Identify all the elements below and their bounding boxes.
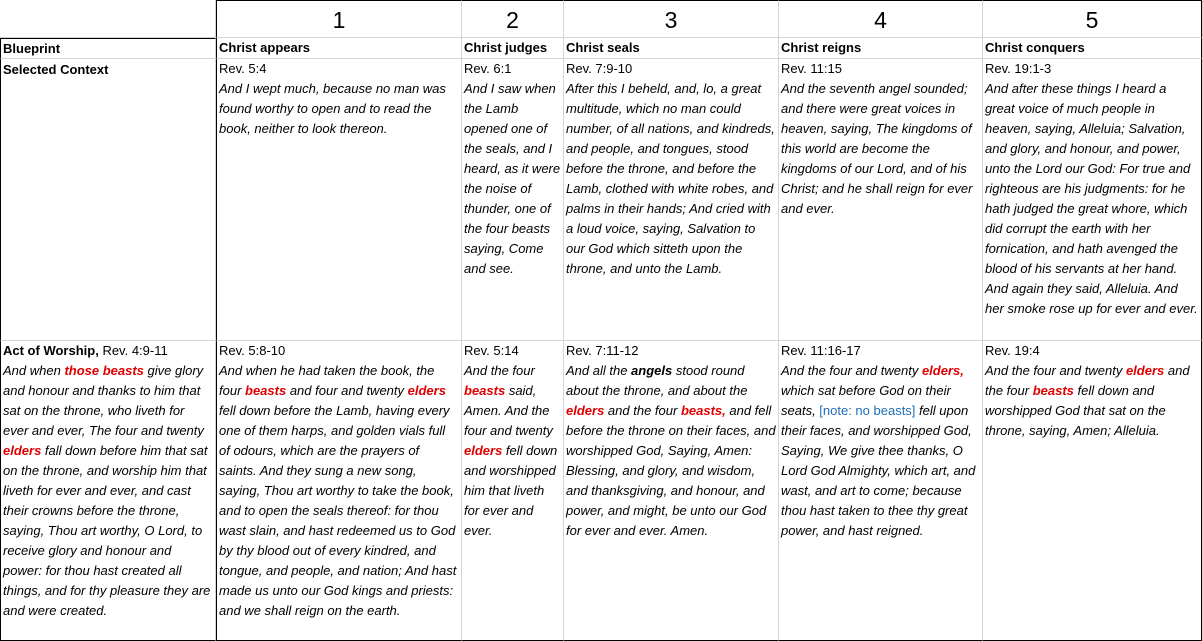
highlighted-keyword: elders, [921, 363, 964, 378]
verse-text: fell down before the Lamb, having every one of them harps, and golden vials full of odours, which are the prayers of saints. And they sung a new song, saying, Thou art worthy to take the book, and to open the seals thereof: for thou wast slain, and hast redeemed us to God by thy blood out of every kindred, and tongue, and people, and nation; And hast made us unto our God kings and priests: and we shall reign on the earth. [219, 403, 457, 618]
worship-text-2 [464, 361, 561, 541]
verse-text: fell down and worshipped him that liveth for ever and ever. [464, 443, 558, 538]
highlighted-keyword: beasts, [680, 403, 726, 418]
worship-cell-1 [216, 341, 462, 641]
worship-label-ref: Rev. 4:9-11 [102, 343, 168, 358]
verse-text: fell upon their faces, and worshipped God, Saying, We give thee thanks, O Lord God Almighty, which art, and wast, and art to come; because thou hast taken to thee thy great power, and hast reigned. [781, 403, 976, 538]
row-label-worship [0, 341, 216, 641]
column-number-5: 5 [983, 0, 1202, 38]
worship-text-1 [219, 361, 459, 621]
verse-text: stood round about the throne, and about the [566, 363, 748, 398]
highlighted-keyword: elders [1125, 363, 1165, 378]
worship-label: Act of Worship, [3, 343, 99, 358]
context-cell-5 [983, 59, 1202, 341]
verse-text: And when [3, 363, 65, 378]
verse-text: and the four [604, 403, 681, 418]
worship-cell-4 [779, 341, 983, 641]
context-cell-4 [779, 59, 983, 341]
verse-text: fell down and worshipped God that sat on the throne, saying, Amen; Alleluia. [985, 383, 1166, 438]
bold-keyword: angels [631, 363, 673, 378]
column-title-2: Christ judges [462, 38, 564, 59]
context-ref-2: Rev. 6:1 [464, 61, 512, 76]
editor-note: [note: no beasts] [819, 403, 916, 418]
context-ref-5: Rev. 19:1-3 [985, 61, 1052, 76]
context-text-2: And I saw when the Lamb opened one of the seals, and I heard, as it were the noise of thunder, one of the four beasts saying, Come and see. [464, 81, 561, 276]
verse-text: And the four and twenty [781, 363, 922, 378]
context-text-4: And the seventh angel sounded; and there were great voices in heaven, saying, The kingdoms of this world are become the kingdoms of our Lord, and of his Christ; and he shall reign for ever and ever. [781, 81, 973, 216]
worship-label-text [3, 361, 213, 621]
verse-text: and the four [985, 363, 1190, 398]
context-ref-3: Rev. 7:9-10 [566, 61, 633, 76]
verse-text: said, Amen. And the four and twenty [464, 383, 553, 438]
worship-text-5 [985, 361, 1199, 441]
highlighted-keyword: beasts [245, 383, 287, 398]
context-ref-1: Rev. 5:4 [219, 61, 267, 76]
verse-text: fall down before him that sat on the throne, and worship him that liveth for ever and ever, and cast their crowns before the throne, saying, Thou art worthy, O Lord, to receive glory and honour and power: for thou hast created all things, and for thy pleasure they are and were created. [3, 443, 211, 618]
highlighted-keyword: those beasts [64, 363, 144, 378]
verse-text: And all the [566, 363, 632, 378]
row-label-context: Selected Context [0, 59, 216, 341]
context-cell-3 [564, 59, 779, 341]
context-ref-4: Rev. 11:15 [781, 61, 842, 76]
context-text-5: And after these things I heard a great voice of much people in heaven, saying, Alleluia; Salvation, and glory, and honour, and power, unto the Lord our God: For true and righteous are his judgments: for he hath judged the great whore, which did corrupt the earth with her fornication, and hath avenged the blood of his servants at her hand. And again they said, Alleluia. And her smoke rose up for ever and ever. [985, 81, 1198, 316]
verse-text: give glory and honour and thanks to him that sat on the throne, who liveth for ever and ever, The four and twenty [3, 363, 204, 438]
column-number-1: 1 [216, 0, 462, 38]
worship-label-line [3, 341, 213, 361]
context-text-1: And I wept much, because no man was found worthy to open and to read the book, neither to look thereon. [219, 81, 446, 136]
worship-cell-2 [462, 341, 564, 641]
worship-ref-2: Rev. 5:14 [464, 343, 519, 358]
column-title-3: Christ seals [564, 38, 779, 59]
column-title-1: Christ appears [216, 38, 462, 59]
column-number-3: 3 [564, 0, 779, 38]
highlighted-keyword: elders [464, 443, 503, 458]
corner-cell [0, 0, 216, 38]
worship-ref-1: Rev. 5:8-10 [219, 343, 286, 358]
column-number-2: 2 [462, 0, 564, 38]
worship-ref-5: Rev. 19:4 [985, 343, 1040, 358]
verse-text: which sat before God on their seats, [781, 383, 951, 418]
worship-ref-3: Rev. 7:11-12 [566, 343, 639, 358]
verse-text: and fell before the throne on their faces, and worshipped God, Saying, Amen: Blessing, and glory, and wisdom, and thanksgiving, and honour, and power, and might, be unto our God for ever and ever. Amen. [566, 403, 776, 538]
worship-cell-5 [983, 341, 1202, 641]
worship-text-3 [566, 361, 776, 541]
context-cell-2 [462, 59, 564, 341]
column-number-4: 4 [779, 0, 983, 38]
verse-text: And when he had taken the book, the four [219, 363, 435, 398]
verse-text: And the four and twenty [985, 363, 1126, 378]
highlighted-keyword: elders [407, 383, 446, 398]
row-header-blueprint: Blueprint [0, 38, 216, 59]
verse-text: And the four [464, 363, 535, 378]
context-cell-1 [216, 59, 462, 341]
worship-cell-3 [564, 341, 779, 641]
verse-text: and four and twenty [286, 383, 408, 398]
worship-text-4 [781, 361, 980, 541]
worship-ref-4: Rev. 11:16-17 [781, 343, 861, 358]
column-title-5: Christ conquers [983, 38, 1202, 59]
context-text-3: After this I beheld, and, lo, a great multitude, which no man could number, of all nations, and kindreds, and people, and tongues, stood before the throne, and before the Lamb, clothed with white robes, and palms in their hands; And cried with a loud voice, saying, Salvation to our God which sitteth upon the throne, and unto the Lamb. [566, 81, 775, 276]
highlighted-keyword: beasts [464, 383, 506, 398]
highlighted-keyword: beasts [1032, 383, 1074, 398]
highlighted-keyword: elders [3, 443, 42, 458]
column-title-4: Christ reigns [779, 38, 983, 59]
highlighted-keyword: elders [566, 403, 605, 418]
